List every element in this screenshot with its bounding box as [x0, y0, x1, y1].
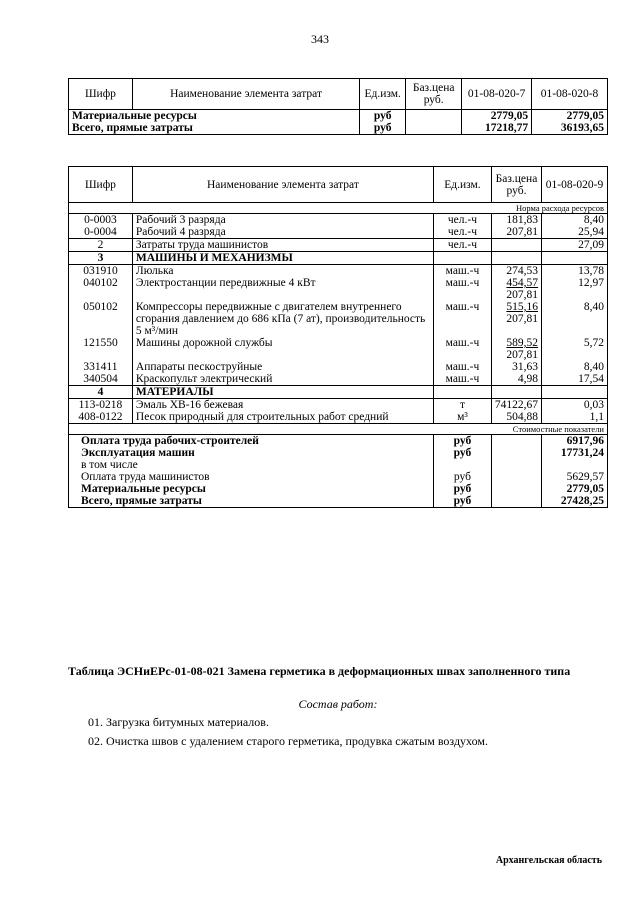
row-unit: т: [434, 399, 492, 412]
totals-row: [69, 495, 608, 508]
row-name: Эмаль ХВ-16 бежевая: [132, 399, 433, 412]
totals-value: 2779,05: [542, 483, 608, 495]
row-base-price: [491, 337, 541, 361]
row-unit: маш.-ч: [434, 361, 492, 373]
row-unit: чел.-ч: [434, 226, 492, 239]
row-value-020-9: [542, 252, 608, 265]
row-value-020-9: [542, 386, 608, 399]
row-unit: руб: [360, 122, 406, 135]
norm-label-row: [69, 203, 608, 214]
base-price-value: 31,63: [512, 361, 539, 373]
totals-row: [69, 471, 608, 483]
row-base-price: [491, 277, 541, 301]
header-code: Шифр: [69, 167, 133, 203]
totals-unit: руб: [434, 483, 492, 495]
totals-unit: руб: [434, 435, 492, 448]
base-price-secondary: 207,81: [506, 313, 539, 325]
row-code: 0-0003: [69, 214, 133, 227]
totals-name: Оплата труда рабочих-строителей: [69, 435, 434, 448]
table-row: [69, 110, 608, 123]
row-code: 2: [69, 239, 133, 252]
row-code: 113-0218: [69, 399, 133, 412]
row-code: 040102: [69, 277, 133, 301]
totals-name: Всего, прямые затраты: [69, 495, 434, 508]
header-name: Наименование элемента затрат: [132, 167, 433, 203]
row-value-020-8: 36193,65: [532, 122, 608, 135]
header-name: Наименование элемента затрат: [132, 79, 359, 110]
row-base-price: [491, 252, 541, 265]
table-header-row: [69, 167, 608, 203]
row-name: Люлька: [132, 265, 433, 278]
row-value-020-9: 1,1: [542, 411, 608, 424]
table-row: [69, 361, 608, 373]
row-code: 050102: [69, 301, 133, 337]
row-value-020-9: 8,40: [542, 301, 608, 337]
header-unit: Ед.изм.: [434, 167, 492, 203]
row-base-price: [491, 226, 541, 239]
row-base-price: [491, 411, 541, 424]
row-value-020-8: 2779,05: [532, 110, 608, 123]
row-code: 340504: [69, 373, 133, 386]
row-code: 408-0122: [69, 411, 133, 424]
totals-value: 27428,25: [542, 495, 608, 508]
row-name: Машины дорожной службы: [132, 337, 433, 361]
header-base-price: Баз.цена руб.: [406, 79, 462, 110]
row-unit: [434, 386, 492, 399]
row-value-020-9: 0,03: [542, 399, 608, 412]
totals-name: Эксплуатация машин: [69, 447, 434, 459]
base-price-value: 274,53: [506, 265, 539, 277]
row-unit: руб: [360, 110, 406, 123]
totals-unit: руб: [434, 447, 492, 459]
row-unit: маш.-ч: [434, 301, 492, 337]
row-code: 331411: [69, 361, 133, 373]
row-unit: м³: [434, 411, 492, 424]
row-unit: маш.-ч: [434, 373, 492, 386]
table-row: [69, 386, 608, 399]
row-name: Электростанции передвижные 4 кВт: [132, 277, 433, 301]
base-price-secondary: 207,81: [506, 289, 539, 301]
base-price-value: 589,52: [506, 337, 539, 349]
table-020-9: [68, 166, 608, 508]
totals-name: в том числе: [69, 459, 434, 471]
row-value-020-9: 13,78: [542, 265, 608, 278]
row-unit: маш.-ч: [434, 337, 492, 361]
table-row: [69, 122, 608, 135]
row-name: Рабочий 4 разряда: [132, 226, 433, 239]
row-value-020-9: 8,40: [542, 214, 608, 227]
totals-name: Оплата труда машинистов: [69, 471, 434, 483]
table-row: [69, 226, 608, 239]
row-code: 0-0004: [69, 226, 133, 239]
header-unit: Ед.изм.: [360, 79, 406, 110]
row-name: Песок природный для строительных работ средний: [132, 411, 433, 424]
row-name: МАТЕРИАЛЫ: [132, 386, 433, 399]
totals-value: 6917,96: [542, 435, 608, 448]
row-code: 031910: [69, 265, 133, 278]
row-unit: маш.-ч: [434, 265, 492, 278]
row-unit: маш.-ч: [434, 277, 492, 301]
row-unit: [434, 252, 492, 265]
row-base-price: [491, 361, 541, 373]
table-row: [69, 399, 608, 412]
row-value-020-9: 8,40: [542, 361, 608, 373]
table-summary-020-7-8: [68, 78, 608, 135]
row-code: 4: [69, 386, 133, 399]
row-name: Всего, прямые затраты: [69, 122, 360, 135]
base-price-value: 207,81: [506, 226, 539, 238]
row-base-price: [491, 301, 541, 337]
base-price-value: 4,98: [517, 373, 539, 385]
table-row: [69, 337, 608, 361]
row-code: 121550: [69, 337, 133, 361]
base-price-value: 74122,67: [494, 399, 539, 411]
header-base-price: Баз.цена руб.: [491, 167, 541, 203]
table-header-row: [69, 79, 608, 110]
row-unit: чел.-ч: [434, 239, 492, 252]
work-composition-label: Состав работ:: [298, 697, 378, 711]
row-value-020-7: 17218,77: [462, 122, 532, 135]
totals-name: Материальные ресурсы: [69, 483, 434, 495]
table-row: [69, 411, 608, 424]
row-name: Рабочий 3 разряда: [132, 214, 433, 227]
cost-label: Стоимостные показатели: [69, 424, 608, 435]
row-value-020-9: 25,94: [542, 226, 608, 239]
totals-value: 17731,24: [542, 447, 608, 459]
row-value-020-9: 27,09: [542, 239, 608, 252]
table-caption-title: Таблица ЭСНиЕРс-01-08-021 Замена герметика в деформационных швах заполненного типа: [68, 664, 571, 678]
table-row: [69, 277, 608, 301]
work-item: 01. Загрузка битумных материалов.: [88, 715, 269, 729]
work-item: 02. Очистка швов с удалением старого герметика, продувка сжатым воздухом.: [88, 734, 488, 748]
totals-value: [542, 459, 608, 471]
header-col-020-9: 01-08-020-9: [542, 167, 608, 203]
table-row: [69, 239, 608, 252]
row-value-020-9: 5,72: [542, 337, 608, 361]
totals-row: [69, 483, 608, 495]
row-unit: чел.-ч: [434, 214, 492, 227]
base-price-value: 454,57: [506, 277, 539, 289]
table-row: [69, 301, 608, 337]
header-col-020-7: 01-08-020-7: [462, 79, 532, 110]
row-base-price: [491, 239, 541, 252]
table-row: [69, 252, 608, 265]
norm-label: Норма расхода ресурсов: [69, 203, 608, 214]
base-price-secondary: 207,81: [506, 349, 539, 361]
row-name: Материальные ресурсы: [69, 110, 360, 123]
header-code: Шифр: [69, 79, 133, 110]
totals-unit: руб: [434, 471, 492, 483]
totals-unit: [434, 459, 492, 471]
row-base-price: [491, 265, 541, 278]
totals-unit: руб: [434, 495, 492, 508]
table-row: [69, 214, 608, 227]
row-base-price: [491, 373, 541, 386]
totals-row: [69, 435, 608, 448]
row-name: Краскопульт электрический: [132, 373, 433, 386]
row-code: 3: [69, 252, 133, 265]
totals-row: [69, 459, 608, 471]
region-footer: Архангельская область: [495, 855, 602, 866]
table-row: [69, 373, 608, 386]
row-base-price: [491, 386, 541, 399]
row-value-020-9: 12,97: [542, 277, 608, 301]
row-name: Аппараты пескоструйные: [132, 361, 433, 373]
cost-label-row: [69, 424, 608, 435]
row-value-020-7: 2779,05: [462, 110, 532, 123]
page-number: 343: [311, 32, 329, 46]
base-price-value: 504,88: [506, 411, 539, 423]
row-base-price: [491, 214, 541, 227]
row-value-020-9: 17,54: [542, 373, 608, 386]
base-price-value: 515,16: [506, 301, 539, 313]
row-name: МАШИНЫ И МЕХАНИЗМЫ: [132, 252, 433, 265]
row-name: Компрессоры передвижные с двигателем внутреннего сгорания давлением до 686 кПа (7 ат), производительность 5 м³/мин: [132, 301, 433, 337]
table-row: [69, 265, 608, 278]
totals-value: 5629,57: [542, 471, 608, 483]
header-col-020-8: 01-08-020-8: [532, 79, 608, 110]
row-base-price: [491, 399, 541, 412]
base-price-value: 181,83: [506, 214, 539, 226]
totals-row: [69, 447, 608, 459]
row-name: Затраты труда машинистов: [132, 239, 433, 252]
